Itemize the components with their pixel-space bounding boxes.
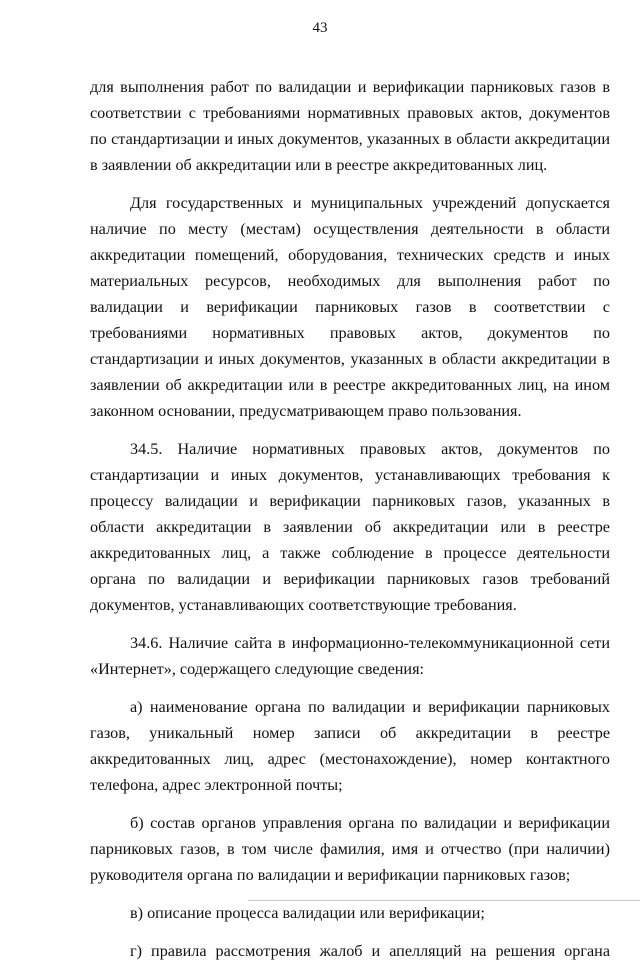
document-body xyxy=(90,74,610,976)
scan-edge-line xyxy=(248,900,640,901)
list-item-v: в) описание процесса валидации или верификации; xyxy=(130,904,485,922)
paragraph-state-institutions: Для государственных и муниципальных учреждений допускается наличие по месту (местам) осуществления деятельности в области аккредитации помещений, оборудования, технических средств и иных материальных ресурсов, необходимых для выполнения работ по валидации и верификации парниковых газов в соответствии с требованиями нормативных правовых актов, документов по стандартизации и иных документов, указанных в области аккредитации в заявлении об аккредитации или в реестре аккредитованных лиц, на ином законном основании, предусматривающем право пользования. xyxy=(90,194,610,420)
paragraph-34-5: 34.5. Наличие нормативных правовых актов, документов по стандартизации и иных документов, устанавливающих требования к процессу валидации и верификации парниковых газов, указанных в области аккредитации в заявлении об аккредитации или в реестре аккредитованных лиц, а также соблюдение в процессе деятельности органа по валидации и верификации парниковых газов требований документов, устанавливающих соответствующие требования. xyxy=(90,440,610,614)
list-item-a: а) наименование органа по валидации и верификации парниковых газов, уникальный номер записи об аккредитации в реестре аккредитованных лиц, адрес (местонахождение), номер контактного телефона, адрес электронной почты; xyxy=(90,698,610,794)
paragraph-34-6: 34.6. Наличие сайта в информационно-телекоммуникационной сети «Интернет», содержащего следующие сведения: xyxy=(90,634,610,678)
list-item-g: г) правила рассмотрения жалоб и апелляций на решения органа xyxy=(130,942,610,960)
page-number: 43 xyxy=(312,20,328,36)
list-item-b: б) состав органов управления органа по валидации и верификации парниковых газов, в том числе фамилия, имя и отчество (при наличии) руководителя органа по валидации и верификации парниковых газов; xyxy=(90,814,610,884)
paragraph-continuation: для выполнения работ по валидации и верификации парниковых газов в соответствии с требованиями нормативных правовых актов, документов по стандартизации и иных документов, указанных в области аккредитации в заявлении об аккредитации или в реестре аккредитованных лиц. xyxy=(90,78,610,174)
